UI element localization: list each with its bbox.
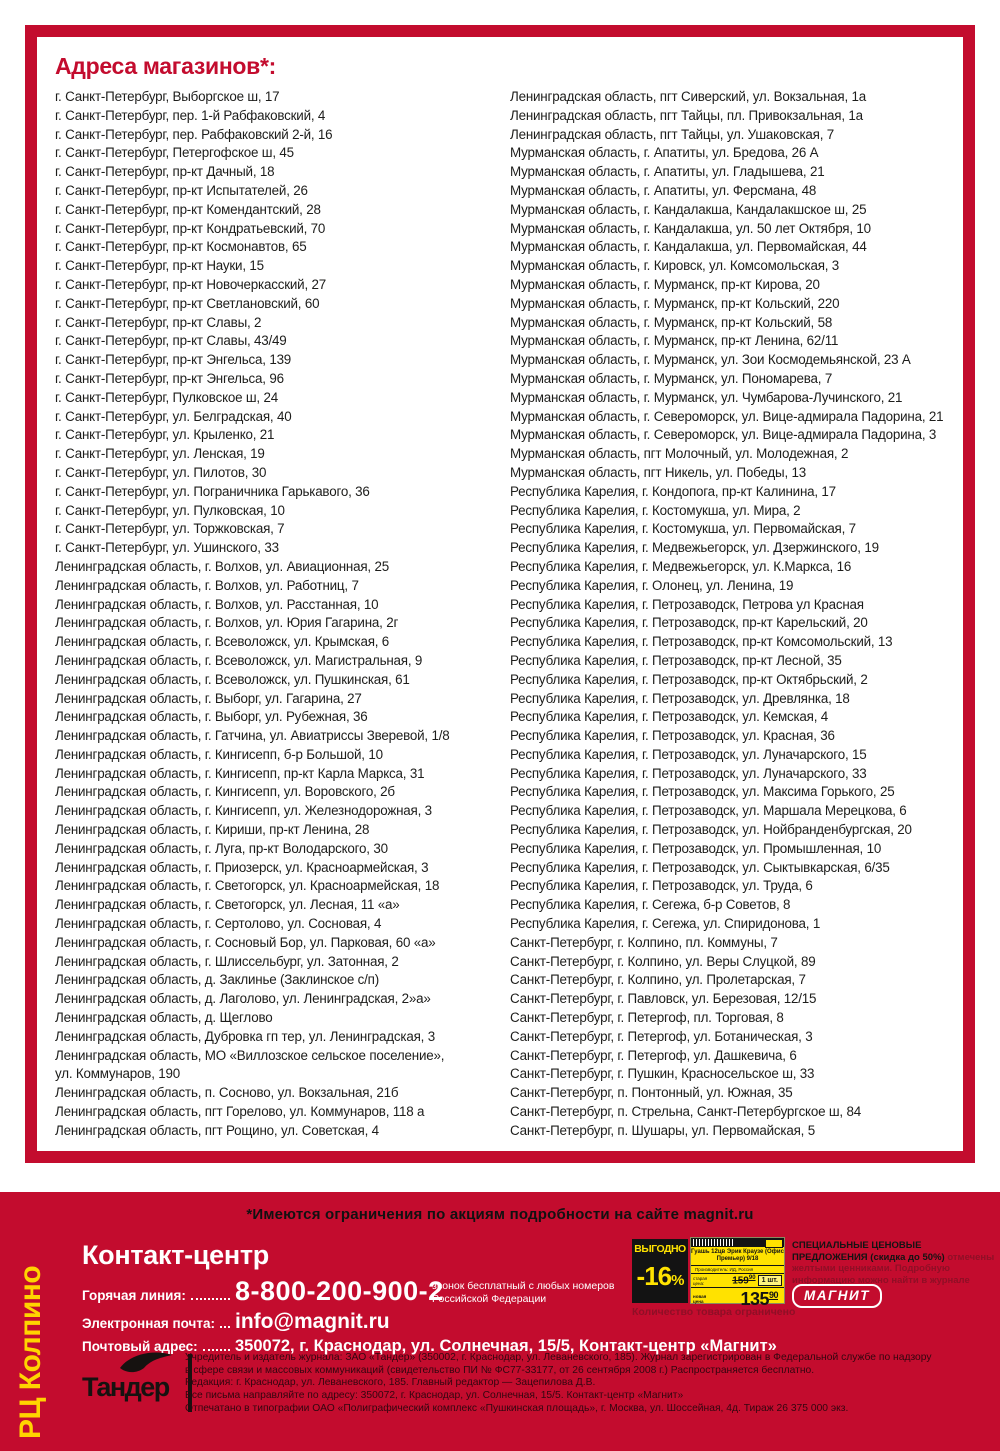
old-price-int: 159 — [732, 1275, 749, 1287]
discount-percent-sign: % — [671, 1272, 684, 1289]
postal-address: 350072, г. Краснодар, ул. Солнечная, 15/5, Контакт-центр «Магнит» — [235, 1337, 777, 1355]
address-column-left — [55, 88, 505, 1141]
dotted-leader — [191, 1298, 230, 1300]
hotline-number: 8-800-200-900-2 — [235, 1276, 444, 1306]
address-line: г. Санкт-Петербург, ул. Пограничника Гарькавого, 36 — [55, 483, 370, 499]
email-label: Электронная почта: — [82, 1316, 215, 1331]
address-line: Республика Карелия, г. Петрозаводск, ул. Труда, 6 — [510, 878, 813, 894]
old-price-label: старая цена: — [693, 1275, 708, 1286]
address-line: Ленинградская область, г. Волхов, ул. Авиационная, 25 — [55, 558, 389, 574]
quantity-box: 1 шт. — [758, 1275, 782, 1286]
address-line: Мурманская область, г. Кандалакша, ул. 50 лет Октября, 10 — [510, 220, 871, 236]
fine-print-line: Отпечатано в типографии ОАО «Полиграфический комплекс «Пушкинская площадь», г. Москва, ул. Шоссейная, 4д. Тираж 26 375 000 экз. — [185, 1402, 849, 1414]
address-line: Ленинградская область, пгт Тайцы, пл. Привокзальная, 1а — [510, 107, 863, 123]
address-line: Республика Карелия, г. Костомукша, ул. Первомайская, 7 — [510, 521, 856, 537]
address-line: г. Санкт-Петербург, пр-кт Славы, 2 — [55, 314, 262, 330]
email-label-wrap — [82, 1316, 235, 1331]
address-line: Ленинградская область, г. Всеволожск, ул. Пушкинская, 61 — [55, 671, 410, 687]
tag-product-name: Гуашь 12цв Эрик Краузе (Офис Премьер) 9/18 — [691, 1249, 784, 1262]
address-line: Ленинградская область, пгт Тайцы, ул. Ушаковская, 7 — [510, 126, 835, 142]
address-line: Ленинградская область, г. Шлиссельбург, ул. Затонная, 2 — [55, 953, 399, 969]
fine-print-line: Учредитель и издатель журнала: ЗАО «Тандер» (350002, г. Краснодар, ул. Леваневского, 185). Журнал зарегистрирован в Федеральной службе по надзору — [185, 1352, 932, 1363]
address-line: Ленинградская область, г. Гатчина, ул. Авиатриссы Зверевой, 1/8 — [55, 728, 450, 744]
address-line: Мурманская область, г. Кандалакша, Кандалакшское ш, 25 — [510, 201, 867, 217]
fine-print-line: Редакция: г. Краснодар, ул. Леваневского, 185. Главный редактор — Зацепилова Д.В. — [185, 1377, 596, 1389]
discount-number: -16 — [636, 1261, 672, 1291]
discount-badge — [632, 1239, 688, 1303]
address-line: Санкт-Петербург, г. Петергоф, ул. Дашкевича, 6 — [510, 1047, 797, 1063]
address-line: Республика Карелия, г. Сегежа, б-р Советов, 8 — [510, 897, 791, 913]
address-line: ул. Коммунаров, 190 — [55, 1066, 180, 1082]
new-price-label: новая цена — [693, 1294, 707, 1304]
address-line: Мурманская область, г. Кировск, ул. Комсомольская, 3 — [510, 258, 840, 274]
contact-center-heading: Контакт-центр — [82, 1240, 269, 1270]
special-offers-text — [792, 1240, 997, 1286]
address-line: Мурманская область, г. Мурманск, ул. Чумбарова-Лучинского, 21 — [510, 389, 903, 405]
address-line: Санкт-Петербург, г. Пушкин, Красносельское ш, 33 — [510, 1066, 815, 1082]
address-line: Мурманская область, пгт Никель, ул. Победы, 13 — [510, 464, 806, 480]
address-line: г. Санкт-Петербург, пр-кт Комендантский, 28 — [55, 201, 321, 217]
address-line: Республика Карелия, г. Петрозаводск, ул. Красная, 36 — [510, 728, 835, 744]
address-line: Республика Карелия, г. Петрозаводск, ул. Луначарского, 33 — [510, 765, 867, 781]
address-line: Ленинградская область, г. Кириши, пр-кт Ленина, 28 — [55, 822, 370, 838]
address-line: Ленинградская область, г. Приозерск, ул. Красноармейская, 3 — [55, 859, 429, 875]
address-line: Ленинградская область, г. Светогорск, ул. Красноармейская, 18 — [55, 878, 440, 894]
address-line: Ленинградская область, пгт Рощино, ул. Советская, 4 — [55, 1122, 379, 1138]
address-line: Республика Карелия, г. Костомукша, ул. Мира, 2 — [510, 502, 801, 518]
address-line: Республика Карелия, г. Петрозаводск, пр-кт Октябрьский, 2 — [510, 671, 868, 687]
address-line: Санкт-Петербург, г. Колпино, ул. Веры Слуцкой, 89 — [510, 953, 816, 969]
address-line: Мурманская область, пгт Молочный, ул. Молодежная, 2 — [510, 446, 849, 462]
address-line: г. Санкт-Петербург, ул. Белградская, 40 — [55, 408, 292, 424]
address-line: г. Санкт-Петербург, пр-кт Энгельса, 96 — [55, 370, 284, 386]
address-line: Ленинградская область, г. Волхов, ул. Расстанная, 10 — [55, 596, 379, 612]
special-offers-rest: отмечены желтыми ценниками. Подробную информацию можно найти в журнале — [792, 1251, 995, 1286]
dotted-leader — [203, 1349, 230, 1351]
address-line: Мурманская область, г. Апатиты, ул. Ферсмана, 48 — [510, 182, 817, 198]
page-title: Адреса магазинов*: — [55, 53, 277, 79]
old-price-value — [715, 1275, 756, 1286]
limited-quantity-note: Количество товара ограничено — [632, 1306, 796, 1318]
address-line: Республика Карелия, г. Петрозаводск, ул. Луначарского, 15 — [510, 746, 867, 762]
address-line: Ленинградская область, г. Кингисепп, пр-кт Карла Маркса, 31 — [55, 765, 425, 781]
address-line: Санкт-Петербург, г. Петергоф, пл. Торговая, 8 — [510, 1010, 784, 1026]
address-line: Ленинградская область, г. Кингисепп, ул. Железнодорожная, 3 — [55, 803, 432, 819]
address-line: Мурманская область, г. Мурманск, пр-кт Кольский, 220 — [510, 295, 840, 311]
address-line: г. Санкт-Петербург, пр-кт Науки, 15 — [55, 258, 264, 274]
special-offers-bold: СПЕЦИАЛЬНЫЕ ЦЕНОВЫЕ ПРЕДЛОЖЕНИЯ — [792, 1240, 922, 1263]
address-line: Республика Карелия, г. Петрозаводск, пр-кт Карельский, 20 — [510, 615, 868, 631]
badge-vygodno-label: ВЫГОДНО — [634, 1243, 686, 1255]
address-line: г. Санкт-Петербург, ул. Ленская, 19 — [55, 446, 265, 462]
address-line: Республика Карелия, г. Олонец, ул. Ленина, 19 — [510, 577, 794, 593]
address-line: Мурманская область, г. Мурманск, пр-кт Ленина, 62/11 — [510, 333, 839, 349]
address-line: г. Санкт-Петербург, пр-кт Новочеркасский, 27 — [55, 276, 326, 292]
address-line: Ленинградская область, г. Выборг, ул. Рубежная, 36 — [55, 709, 368, 725]
fine-print-line: в сфере связи и массовых коммуникаций (свидетельство ПИ № ФС77-33177, от 26 сентября 2008 г.) Распространяется бесплатно. — [185, 1364, 815, 1376]
yellow-price-tag — [690, 1237, 785, 1309]
address-line: Санкт-Петербург, г. Колпино, пл. Коммуны, 7 — [510, 934, 778, 950]
address-line: Ленинградская область, г. Всеволожск, ул. Крымская, 6 — [55, 634, 390, 650]
address-line: Республика Карелия, г. Петрозаводск, ул. Нойбранденбургская, 20 — [510, 822, 912, 838]
address-line: Ленинградская область, д. Щеглово — [55, 1010, 273, 1026]
address-line: Республика Карелия, г. Сегежа, ул. Спиридонова, 1 — [510, 916, 821, 932]
address-line: г. Санкт-Петербург, пр-кт Светлановский, 60 — [55, 295, 320, 311]
promo-footnote: *Имеются ограничения по акциям подробности на сайте magnit.ru — [246, 1206, 754, 1223]
address-line: Республика Карелия, г. Кондопога, пр-кт Калинина, 17 — [510, 483, 836, 499]
tander-bird-icon — [116, 1352, 176, 1374]
address-line: Ленинградская область, д. Заклинье (Заклинское с/п) — [55, 972, 379, 988]
address-line: Ленинградская область, д. Лаголово, ул. Ленинградская, 2»а» — [55, 991, 431, 1007]
new-price-int: 135 — [740, 1288, 769, 1309]
address-line: Санкт-Петербург, п. Шушары, ул. Первомайская, 5 — [510, 1122, 815, 1138]
magnit-logo: МАГНИТ — [792, 1284, 882, 1308]
address-line: Мурманская область, г. Мурманск, пр-кт Кольский, 58 — [510, 314, 833, 330]
new-price-cents: 90 — [768, 1289, 778, 1300]
address-line: Республика Карелия, г. Петрозаводск, ул. Промышленная, 10 — [510, 840, 882, 856]
address-line: Санкт-Петербург, п. Понтонный, ул. Южная, 35 — [510, 1085, 793, 1101]
tag-producer: Производитель: ИД, Россия — [691, 1265, 784, 1274]
address-line: г. Санкт-Петербург, ул. Пулковская, 10 — [55, 502, 285, 518]
address-line: Ленинградская область, г. Волхов, ул. Работниц, 7 — [55, 577, 359, 593]
address-line: г. Санкт-Петербург, Петергофское ш, 45 — [55, 145, 294, 161]
address-line: Мурманская область, г. Североморск, ул. Вице-адмирала Падорина, 21 — [510, 408, 944, 424]
address-line: г. Санкт-Петербург, ул. Ушинского, 33 — [55, 540, 279, 556]
price-tag-header-bar — [691, 1238, 784, 1247]
address-line: Санкт-Петербург, г. Павловск, ул. Березовая, 12/15 — [510, 991, 817, 1007]
address-line: г. Санкт-Петербург, ул. Крыленко, 21 — [55, 427, 275, 443]
address-line: Республика Карелия, г. Петрозаводск, ул. Маршала Мерецкова, 6 — [510, 803, 907, 819]
badge-discount-value — [632, 1261, 688, 1292]
address-box-frame — [25, 25, 975, 1163]
address-line: Мурманская область, г. Мурманск, ул. Пономарева, 7 — [510, 370, 833, 386]
fine-print-line: Все письма направляйте по адресу: 350072, г. Краснодар, ул. Солнечная, 15/5. Контакт-центр «Магнит» — [185, 1390, 684, 1402]
tag-corner-marks — [765, 1239, 783, 1248]
address-line: Санкт-Петербург, п. Стрельна, Санкт-Петербургское ш, 84 — [510, 1104, 861, 1120]
address-line: Мурманская область, г. Мурманск, ул. Зои Космодемьянской, 23 А — [510, 352, 911, 368]
address-line: Ленинградская область, г. Кингисепп, б-р Большой, 10 — [55, 746, 383, 762]
email-row — [82, 1310, 622, 1334]
address-line: Ленинградская область, пгт Горелово, ул. Коммунаров, 118 а — [55, 1104, 425, 1120]
address-line: г. Санкт-Петербург, ул. Торжковская, 7 — [55, 521, 285, 537]
address-line: г. Санкт-Петербург, пр-кт Энгельса, 139 — [55, 352, 292, 368]
address-line: г. Санкт-Петербург, пр-кт Дачный, 18 — [55, 164, 275, 180]
address-line: г. Санкт-Петербург, ул. Пилотов, 30 — [55, 464, 267, 480]
address-line: Республика Карелия, г. Петрозаводск, ул. Древлянка, 18 — [510, 690, 850, 706]
footer — [0, 1192, 1000, 1451]
address-line: Ленинградская область, пгт Сиверский, ул. Вокзальная, 1а — [510, 89, 866, 104]
address-line: Санкт-Петербург, г. Колпино, ул. Пролетарская, 7 — [510, 972, 806, 988]
old-price-row — [691, 1274, 784, 1288]
address-line: Мурманская область, г. Мурманск, пр-кт Кирова, 20 — [510, 276, 820, 292]
distribution-center-label: РЦ Колпино — [14, 1265, 47, 1439]
special-offers-discount: (скидка до 50%) — [870, 1251, 945, 1263]
postal-label: Почтовый адрес: — [82, 1339, 198, 1354]
address-line: г. Санкт-Петербург, пер. 1-й Рабфаковский, 4 — [55, 107, 326, 123]
address-line: г. Санкт-Петербург, пр-кт Кондратьевский, 70 — [55, 220, 326, 236]
address-line: Ленинградская область, г. Всеволожск, ул. Магистральная, 9 — [55, 652, 423, 668]
dotted-leader — [220, 1326, 230, 1328]
address-line: г. Санкт-Петербург, Пулковское ш, 24 — [55, 389, 278, 405]
address-line: Санкт-Петербург, г. Петергоф, ул. Ботаническая, 3 — [510, 1028, 813, 1044]
tander-logo-text: Тандер — [82, 1372, 169, 1402]
address-line: Мурманская область, г. Кандалакша, ул. Первомайская, 44 — [510, 239, 867, 255]
address-line: Ленинградская область, г. Сосновый Бор, ул. Парковая, 60 «а» — [55, 934, 436, 950]
address-line: Ленинградская область, г. Светогорск, ул. Лесная, 11 «а» — [55, 897, 400, 913]
address-line: Мурманская область, г. Апатиты, ул. Гладышева, 21 — [510, 164, 825, 180]
tander-logo — [82, 1360, 192, 1420]
email-address: info@magnit.ru — [235, 1310, 390, 1333]
address-line: г. Санкт-Петербург, пр-кт Космонавтов, 65 — [55, 239, 307, 255]
address-line: Республика Карелия, г. Петрозаводск, ул. Максима Горького, 25 — [510, 784, 895, 800]
address-line: Ленинградская область, Дубровка гп тер, ул. Ленинградская, 3 — [55, 1028, 435, 1044]
hotline-label-wrap — [82, 1288, 235, 1303]
address-line: Республика Карелия, г. Петрозаводск, пр-кт Лесной, 35 — [510, 652, 842, 668]
old-price-cents: 90 — [748, 1274, 756, 1281]
address-line: Республика Карелия, г. Медвежьегорск, ул. Дзержинского, 19 — [510, 540, 879, 556]
address-line: Республика Карелия, г. Петрозаводск, ул. Кемская, 4 — [510, 709, 828, 725]
address-line: Мурманская область, г. Североморск, ул. Вице-адмирала Падорина, 3 — [510, 427, 937, 443]
address-column-right — [510, 88, 960, 1141]
address-line: Республика Карелия, г. Петрозаводск, Петрова ул Красная — [510, 596, 864, 612]
imprint-fine-print — [185, 1352, 985, 1416]
hotline-label: Горячая линия: — [82, 1288, 186, 1303]
address-line: г. Санкт-Петербург, пр-кт Славы, 43/49 — [55, 333, 287, 349]
address-line: Ленинградская область, г. Выборг, ул. Гагарина, 27 — [55, 690, 362, 706]
address-line: Ленинградская область, МО «Виллозское сельское поселение», — [55, 1047, 445, 1063]
address-line: Ленинградская область, г. Луга, пр-кт Володарского, 30 — [55, 840, 388, 856]
address-line: Республика Карелия, г. Петрозаводск, ул. Сыктывкарская, 6/35 — [510, 859, 890, 875]
hotline-note: звонок бесплатный с любых номеров Российской Федерации — [432, 1280, 615, 1305]
address-line: Республика Карелия, г. Петрозаводск, пр-кт Комсомольский, 13 — [510, 634, 893, 650]
address-line: Ленинградская область, г. Кингисепп, ул. Воровского, 2б — [55, 784, 395, 800]
address-line: г. Санкт-Петербург, пр-кт Испытателей, 26 — [55, 182, 308, 198]
barcode-icon — [693, 1239, 735, 1246]
address-line: г. Санкт-Петербург, пер. Рабфаковский 2-й, 16 — [55, 126, 333, 142]
address-line: Мурманская область, г. Апатиты, ул. Бредова, 26 А — [510, 145, 819, 161]
address-line: Ленинградская область, п. Сосново, ул. Вокзальная, 21б — [55, 1085, 399, 1101]
address-line: Ленинградская область, г. Сертолово, ул. Сосновая, 4 — [55, 916, 382, 932]
address-line: г. Санкт-Петербург, Выборгское ш, 17 — [55, 89, 280, 104]
address-line: Республика Карелия, г. Медвежьегорск, ул. К.Маркса, 16 — [510, 558, 852, 574]
address-line: Ленинградская область, г. Волхов, ул. Юрия Гагарина, 2г — [55, 615, 399, 631]
